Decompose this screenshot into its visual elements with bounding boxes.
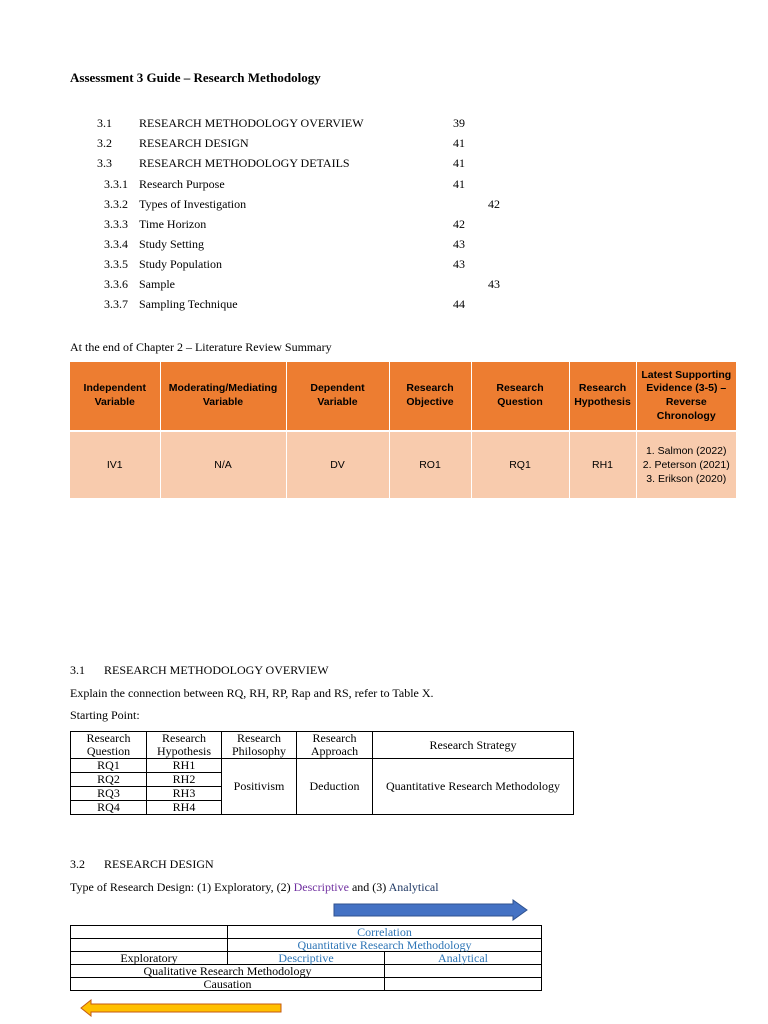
- evidence-item: 3. Erikson (2020): [646, 473, 727, 486]
- toc-page-number: 42: [488, 197, 500, 211]
- toc-number: 3.3.1: [104, 177, 128, 191]
- toc-number: 3.3.3: [104, 217, 128, 231]
- exploratory-cell: Exploratory: [71, 952, 228, 965]
- column-header: Research Objective: [389, 362, 471, 431]
- arrow-right-icon: [333, 899, 529, 921]
- toc-entry-label[interactable]: Sample: [139, 277, 175, 291]
- analytical-cell: Analytical: [385, 952, 542, 965]
- research-design-table: [70, 925, 542, 991]
- analytical-label: Analytical: [388, 880, 439, 894]
- table-cell: [71, 926, 228, 939]
- column-header: Independent Variable: [70, 362, 160, 431]
- table-cell: RO1: [389, 431, 471, 498]
- toc-page-number: 43: [453, 257, 465, 271]
- column-header: Dependent Variable: [286, 362, 389, 431]
- table-cell: RQ4: [71, 801, 147, 815]
- table-row: [71, 978, 542, 991]
- toc-page-number: 42: [453, 217, 465, 231]
- table-cell: RH3: [147, 787, 222, 801]
- toc-number: 3.3.5: [104, 257, 128, 271]
- methodology-overview-table: [70, 731, 574, 815]
- document-title: Assessment 3 Guide – Research Methodology: [70, 70, 321, 85]
- column-header: Research Philosophy: [222, 732, 297, 759]
- table-cell: RQ1: [71, 759, 147, 773]
- table-cell: RH4: [147, 801, 222, 815]
- toc-entry-label[interactable]: RESEARCH METHODOLOGY OVERVIEW: [139, 116, 364, 130]
- toc-number: 3.3.6: [104, 277, 128, 291]
- correlation-cell: Correlation: [228, 926, 542, 939]
- table-row: [71, 952, 542, 965]
- evidence-item: 1. Salmon (2022): [645, 444, 727, 457]
- toc-page-number: 43: [453, 237, 465, 251]
- toc-number: 3.1: [97, 116, 112, 130]
- literature-summary-table: [70, 362, 736, 498]
- design-text: Type of Research Design: (1) Exploratory, (2): [70, 880, 294, 894]
- toc-page-number: 44: [453, 297, 465, 311]
- column-header: Latest Supporting Evidence (3-5) – Reverse Chronology: [636, 362, 736, 431]
- table-cell: RQ2: [71, 773, 147, 787]
- research-design-types: [70, 880, 439, 895]
- chapter2-intro: At the end of Chapter 2 – Literature Review Summary: [70, 340, 332, 354]
- table-cell: [385, 965, 542, 978]
- toc-number: 3.3: [97, 156, 112, 170]
- table-cell: RQ1: [471, 431, 569, 498]
- column-header: Research Approach: [297, 732, 373, 759]
- table-cell: IV1: [70, 431, 160, 498]
- column-header: Research Question: [471, 362, 569, 431]
- table-cell: N/A: [160, 431, 286, 498]
- starting-point-label: Starting Point:: [70, 708, 140, 722]
- toc-number: 3.3.2: [104, 197, 128, 211]
- section-text: Explain the connection between RQ, RH, RP, Rap and RS, refer to Table X.: [70, 686, 434, 700]
- toc-entry-label[interactable]: RESEARCH METHODOLOGY DETAILS: [139, 156, 350, 170]
- causation-cell: Causation: [71, 978, 385, 991]
- table-cell: RQ3: [71, 787, 147, 801]
- toc-entry-label[interactable]: Research Purpose: [139, 177, 225, 191]
- table-row: [71, 939, 542, 952]
- table-cell: [71, 939, 228, 952]
- table-row: [71, 759, 574, 773]
- descriptive-cell: Descriptive: [228, 952, 385, 965]
- toc-entry-label[interactable]: Time Horizon: [139, 217, 207, 231]
- toc-number: 3.3.7: [104, 297, 128, 311]
- qualitative-cell: Qualitative Research Methodology: [71, 965, 385, 978]
- descriptive-label: Descriptive: [293, 880, 349, 894]
- toc-entry-label[interactable]: Study Population: [139, 257, 223, 271]
- table-row: [70, 431, 736, 498]
- toc-page-number: 41: [453, 136, 465, 150]
- toc-page-number: 41: [453, 177, 465, 191]
- evidence-cell: [636, 431, 736, 498]
- column-header: Moderating/Mediating Variable: [160, 362, 286, 431]
- quantitative-cell: Quantitative Research Methodology: [228, 939, 542, 952]
- design-text: and (3): [348, 880, 389, 894]
- toc-entry-label[interactable]: RESEARCH DESIGN: [139, 136, 249, 150]
- arrow-left-icon: [80, 999, 282, 1017]
- table-row: [71, 965, 542, 978]
- table-cell: RH1: [147, 759, 222, 773]
- toc-entry-label[interactable]: Study Setting: [139, 237, 205, 251]
- table-cell: [385, 978, 542, 991]
- table-cell: RH2: [147, 773, 222, 787]
- strategy-cell: Quantitative Research Methodology: [373, 759, 574, 815]
- toc-entry-label[interactable]: Sampling Technique: [139, 297, 238, 311]
- section-number: 3.1: [70, 663, 85, 677]
- toc-page-number: 41: [453, 156, 465, 170]
- evidence-item: 2. Peterson (2021): [642, 458, 730, 471]
- table-row: [71, 926, 542, 939]
- toc-page-number: 39: [453, 116, 465, 130]
- table-cell: RH1: [569, 431, 636, 498]
- toc-entry-label[interactable]: Types of Investigation: [139, 197, 247, 211]
- column-header: Research Strategy: [373, 732, 574, 759]
- philosophy-cell: Positivism: [222, 759, 297, 815]
- column-header: Research Hypothesis: [147, 732, 222, 759]
- toc-page-number: 43: [488, 277, 500, 291]
- toc-number: 3.2: [97, 136, 112, 150]
- section-heading: RESEARCH DESIGN: [104, 857, 214, 871]
- column-header: Research Hypothesis: [569, 362, 636, 431]
- section-heading: RESEARCH METHODOLOGY OVERVIEW: [104, 663, 329, 677]
- table-cell: DV: [286, 431, 389, 498]
- section-number: 3.2: [70, 857, 85, 871]
- approach-cell: Deduction: [297, 759, 373, 815]
- table-header-row: [70, 362, 736, 431]
- column-header: Research Question: [71, 732, 147, 759]
- table-header-row: [71, 732, 574, 759]
- toc-number: 3.3.4: [104, 237, 128, 251]
